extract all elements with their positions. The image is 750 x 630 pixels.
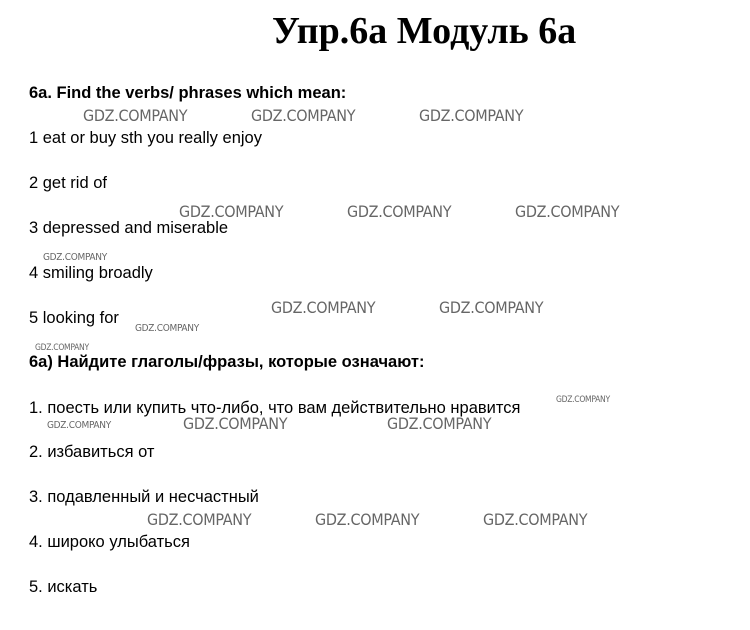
- english-item-1: 1 eat or buy sth you really enjoy: [29, 129, 262, 147]
- watermark: GDZ.COMPANY: [43, 252, 107, 263]
- english-item-5: 5 looking for: [29, 309, 119, 327]
- english-heading: 6a. Find the verbs/ phrases which mean:: [29, 84, 347, 102]
- russian-heading: 6а) Найдите глаголы/фразы, которые означают:: [29, 353, 425, 371]
- watermark: GDZ.COMPANY: [251, 106, 356, 125]
- watermark: GDZ.COMPANY: [483, 510, 588, 529]
- russian-item-2: 2. избавиться от: [29, 443, 155, 461]
- russian-item-3: 3. подавленный и несчастный: [29, 488, 259, 506]
- watermark: GDZ.COMPANY: [387, 414, 492, 433]
- watermark: GDZ.COMPANY: [515, 202, 620, 221]
- russian-item-4: 4. широко улыбаться: [29, 533, 190, 551]
- watermark: GDZ.COMPANY: [315, 510, 420, 529]
- russian-item-1: 1. поесть или купить что-либо, что вам действительно нравится: [29, 399, 521, 417]
- page-title: Упр.6а Модуль 6а: [272, 10, 577, 52]
- watermark: GDZ.COMPANY: [271, 298, 376, 317]
- watermark: GDZ.COMPANY: [179, 202, 284, 221]
- watermark: GDZ.COMPANY: [147, 510, 252, 529]
- watermark: GDZ.COMPANY: [347, 202, 452, 221]
- watermark: GDZ.COMPANY: [439, 298, 544, 317]
- watermark: GDZ.COMPANY: [135, 323, 199, 334]
- watermark: GDZ.COMPANY: [35, 343, 89, 353]
- english-item-2: 2 get rid of: [29, 174, 107, 192]
- watermark: GDZ.COMPANY: [47, 420, 111, 431]
- english-item-3: 3 depressed and miserable: [29, 219, 229, 237]
- watermark: GDZ.COMPANY: [556, 395, 610, 405]
- english-item-4: 4 smiling broadly: [29, 264, 153, 282]
- watermark: GDZ.COMPANY: [83, 106, 188, 125]
- watermark: GDZ.COMPANY: [419, 106, 524, 125]
- watermark: GDZ.COMPANY: [183, 414, 288, 433]
- russian-item-5: 5. искать: [29, 578, 98, 596]
